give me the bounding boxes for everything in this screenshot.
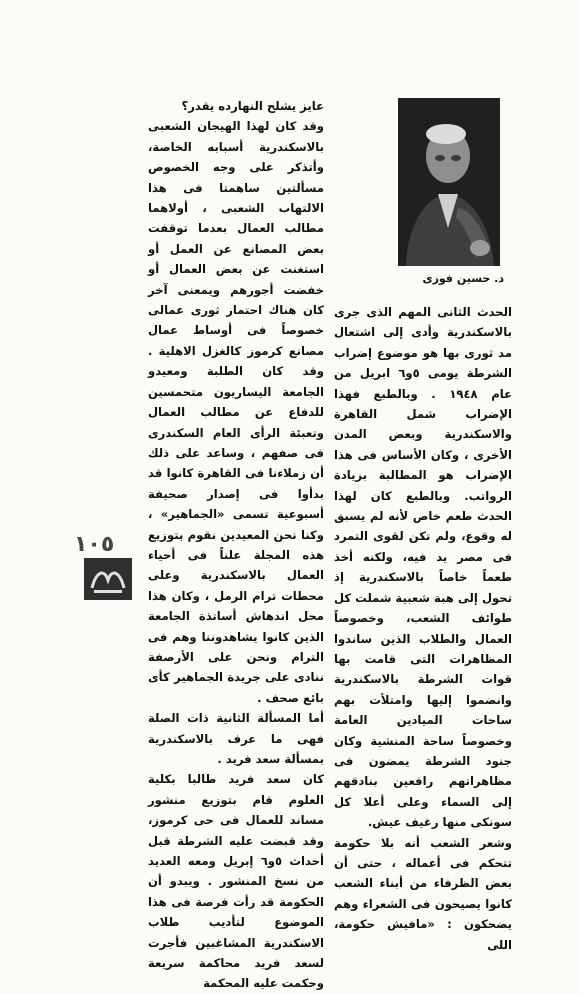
paragraph: الحدث الثانى المهم الذى جرى بالاسكندرية وأدى إلى اشتعال مد ثورى بها هو موضوع إضراب الشرطة يومى ٥و٦ ابريل من عام ١٩٤٨ . وبالطبع فهذا الإضراب شمل القاهرة والاسكندرية وبعض المدن الأخرى ، وكان الأساس فى هذا الإضراب هو المطالبة بزيادة الرواتب. وبالطبع كان لهذا الحدث طعم خاص لأنه لم يسبق له وقوع، ولم تكن لقوى التمرد فى مصر يد فيه، ولكنه أخذ طعماً خاصاً بالاسكندرية إذ تحول إلى هبة شعبية شملت كل طوائف الشعب، وخصوصاً العمال والطلاب الذين ساندوا المظاهرات التى قامت بها قوات الشرطة بالاسكندرية وانضموا إليها وامتلأت بهم ساحات الميادين العامة وخصوصاً ساحة المنشية وكان جنود الشرطة يمضون فى مظاهراتهم رافعين بنادقهم إلى السماء وعلى أعلا كل سونكى منها رغيف عيش.: [334, 305, 512, 830]
author-portrait: [398, 98, 500, 266]
page-number: ١٠٥: [74, 532, 115, 557]
paragraph: عايز يشلح النهارده يقدر؟: [181, 99, 324, 113]
paragraph: وشعر الشعب أنه بلا حكومة تتحكم فى أعماله ، حتى أن بعض الظرفاء من أبناء الشعب كانوا يصيحون فى الشعراء وهم يضحكون : «مافيش حكومة، اللى: [334, 835, 512, 952]
magazine-logo-icon: [84, 558, 132, 600]
right-article-column: [334, 302, 512, 952]
paragraph: أما المسألة الثانية ذات الصلة فهى ما عرف بالاسكندرية بمسألة سعد فريد .: [148, 711, 324, 766]
photo-caption: د. حسين فوزى: [422, 272, 504, 285]
paragraph: وقد كان لهذا الهيجان الشعبى بالاسكندرية أسبابه الخاصة، وأتذكر على وجه الخصوص مسألتين ساهمتا فى هذا الالتهاب الشعبى ، أولاهما مطالب العمال بعدما توقفت بعض المصانع عن العمل أو استغنت عن بعض العمال أو خفضت أجورهم ويمعنى آخر كان هناك احتمار ثورى عمالى خصوصاً فى أوساط عمال مصانع كرموز كالغزل الاهلية . وقد كان الطلبة ومعيدو الجامعة اليساريون متحمسين للدفاع عن مطالب العمال وتعبئة الرأى العام السكندرى فى صفهم ، وساعد على ذلك أن زملاءنا فى القاهرة كانوا قد بدأوا فى إصدار صحيفة أسبوعية تسمى «الجماهير» ، وكنا نحن المعيدين نقوم بتوزيع هذه المجلة علناً فى أحياء العمال بالاسكندرية وعلى محطات ترام الرمل ، وكان هذا محل اندهاش أساتذة الجامعة الذين كانوا يشاهدوننا وهم فى الترام ونحن على الأرصفة ننادى على جريدة الجماهير كأى بائع صحف .: [148, 119, 324, 705]
paragraph: كان سعد فريد طالبا بكلية العلوم قام بتوزيع منشور مساند للعمال فى حى كرموز، وقد قبضت عليه الشرطة قبل أحداث ٥و٦ إبريل ومعه العديد من نسخ المنشور . ويبدو أن الحكومة قد رأت فرصة فى هذا الموضوع لتأديب طلاب الاسكندرية المشاغبين فأجرت لسعد فريد محاكمة سريعة وحكمت عليه المحكمة: [148, 772, 324, 991]
left-article-column: [148, 96, 324, 991]
